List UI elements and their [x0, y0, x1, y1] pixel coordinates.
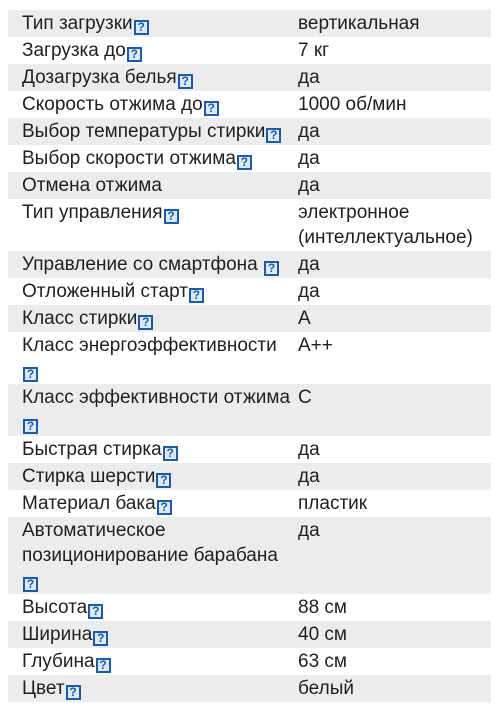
spec-name: Выбор температуры стирки ?: [22, 119, 298, 144]
spec-name: Материал бака ?: [22, 491, 298, 516]
spec-value: да: [298, 67, 320, 88]
spec-row-reload: [8, 64, 491, 91]
spec-row-spin-speed: [8, 91, 491, 118]
spec-row-color: [8, 675, 491, 702]
spec-name: Стирка шерсти ?: [22, 464, 298, 489]
question-mark-icon[interactable]: ?: [189, 288, 204, 303]
spec-value: да: [298, 439, 320, 460]
question-mark-icon[interactable]: ?: [66, 685, 81, 700]
spec-name: Тип управления ?: [22, 200, 298, 225]
spec-row-spin-cancel: [8, 172, 491, 199]
spec-value: электронное (интеллектуальное): [298, 202, 473, 248]
spec-row-load-type: [8, 10, 491, 37]
spec-name: Отмена отжима: [22, 175, 162, 196]
question-mark-icon[interactable]: ?: [266, 128, 281, 143]
spec-name: Класс эффективности отжима?: [22, 387, 291, 433]
spec-name: Выбор скорости отжима ?: [22, 146, 298, 171]
spec-value: да: [298, 281, 320, 302]
question-mark-icon[interactable]: ?: [237, 155, 252, 170]
spec-row-max-load: [8, 37, 491, 64]
spec-value: да: [298, 520, 320, 541]
question-mark-icon[interactable]: ?: [163, 446, 178, 461]
spec-row-drum-positioning: [8, 517, 491, 594]
spec-row-tank-material: [8, 490, 491, 517]
question-mark-icon[interactable]: ?: [23, 419, 38, 434]
spec-row-delayed-start: [8, 278, 491, 305]
spec-value: 40 см: [298, 624, 347, 645]
spec-name: Тип загрузки ?: [22, 11, 298, 36]
question-mark-icon[interactable]: ?: [138, 315, 153, 330]
spec-name: Класс энергоэффективности?: [22, 335, 277, 381]
spec-row-wash-class: [8, 305, 491, 332]
spec-name: Ширина ?: [22, 622, 298, 647]
spec-name: Управление со смартфона ?: [22, 252, 298, 277]
spec-row-height: [8, 594, 491, 621]
spec-value: пластик: [298, 493, 368, 514]
spec-name: Загрузка до ?: [22, 38, 298, 63]
spec-value: да: [298, 148, 320, 169]
question-mark-icon[interactable]: ?: [204, 101, 219, 116]
spec-value: да: [298, 254, 320, 275]
spec-row-depth: [8, 648, 491, 675]
spec-row-width: [8, 621, 491, 648]
spec-name: Высота ?: [22, 595, 298, 620]
spec-row-quick-wash: [8, 436, 491, 463]
question-mark-icon[interactable]: ?: [264, 261, 279, 276]
spec-name: Дозагрузка белья ?: [22, 65, 298, 90]
question-mark-icon[interactable]: ?: [23, 367, 38, 382]
spec-name: Цвет ?: [22, 676, 298, 701]
spec-value: C: [298, 387, 312, 408]
spec-name: Класс стирки ?: [22, 306, 298, 331]
question-mark-icon[interactable]: ?: [127, 47, 142, 62]
spec-value: 7 кг: [298, 40, 330, 61]
spec-value: A++: [298, 335, 333, 356]
spec-value: белый: [298, 678, 354, 699]
spec-row-control-type: [8, 199, 491, 251]
spec-row-smartphone-control: [8, 251, 491, 278]
spec-value: A: [298, 308, 311, 329]
question-mark-icon[interactable]: ?: [88, 604, 103, 619]
question-mark-icon[interactable]: ?: [157, 500, 172, 515]
question-mark-icon[interactable]: ?: [23, 577, 38, 592]
spec-row-temperature-choice: [8, 118, 491, 145]
spec-value: да: [298, 121, 320, 142]
spec-name: Глубина ?: [22, 649, 298, 674]
question-mark-icon[interactable]: ?: [96, 658, 111, 673]
spec-name: Отложенный старт ?: [22, 279, 298, 304]
spec-value: 63 см: [298, 651, 347, 672]
spec-value: да: [298, 466, 320, 487]
spec-value: да: [298, 175, 320, 196]
question-mark-icon[interactable]: ?: [178, 74, 193, 89]
spec-value: 88 см: [298, 597, 347, 618]
spec-name: Скорость отжима до ?: [22, 92, 298, 117]
question-mark-icon[interactable]: ?: [134, 20, 149, 35]
spec-name: Автоматическое позиционирование барабана?: [22, 520, 278, 591]
question-mark-icon[interactable]: ?: [156, 473, 171, 488]
spec-name: Быстрая стирка ?: [22, 437, 298, 462]
spec-row-spin-choice: [8, 145, 491, 172]
spec-row-wool-wash: [8, 463, 491, 490]
spec-value: 1000 об/мин: [298, 94, 407, 115]
question-mark-icon[interactable]: ?: [164, 209, 179, 224]
spec-row-energy-class: [8, 332, 491, 384]
spec-value: вертикальная: [298, 13, 420, 34]
question-mark-icon[interactable]: ?: [93, 631, 108, 646]
spec-row-spin-class: [8, 384, 491, 436]
